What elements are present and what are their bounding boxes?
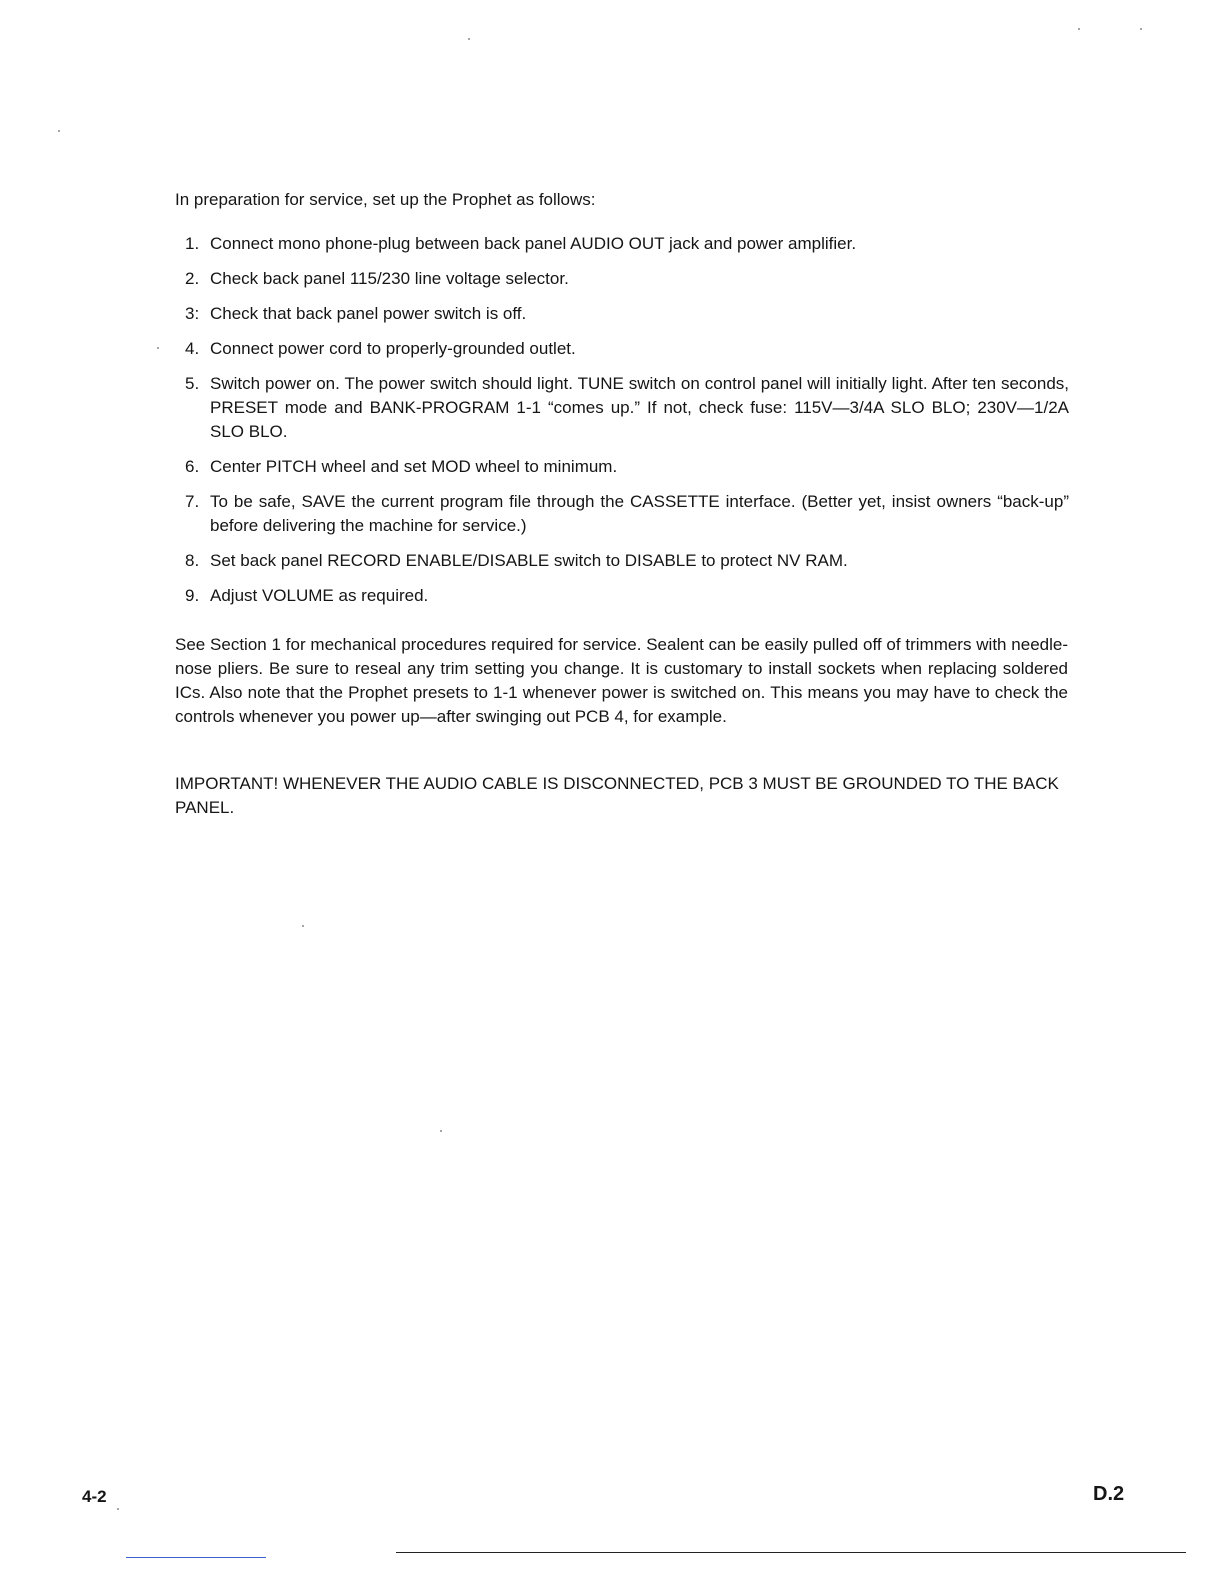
scan-speck: [468, 38, 470, 40]
intro-text: In preparation for service, set up the Prophet as follows:: [175, 190, 596, 209]
page-number-left: 4-2: [82, 1487, 107, 1506]
setup-steps-list: [175, 232, 1069, 619]
step-number: 2.: [185, 269, 200, 288]
important-warning: IMPORTANT! WHENEVER THE AUDIO CABLE IS DISCONNECTED, PCB 3 MUST BE GROUNDED TO THE BACK PANEL.: [175, 774, 1059, 817]
scan-speck: [117, 1508, 119, 1510]
step-text: Center PITCH wheel and set MOD wheel to minimum.: [210, 457, 618, 476]
step-text: Set back panel RECORD ENABLE/DISABLE switch to DISABLE to protect NV RAM.: [210, 551, 848, 570]
page-number-right: D.2: [1093, 1483, 1125, 1505]
step-number: 4.: [185, 339, 200, 358]
step-number: 7.: [185, 492, 200, 511]
setup-step: [175, 267, 1069, 291]
setup-step: [175, 302, 1069, 326]
step-text: Check that back panel power switch is off.: [210, 304, 527, 323]
step-number: 9.: [185, 586, 200, 605]
scan-speck: [1078, 28, 1080, 30]
scan-speck: [440, 1130, 442, 1132]
step-number: 3:: [185, 304, 200, 323]
step-number: 5.: [185, 374, 200, 393]
step-text: Check back panel 115/230 line voltage selector.: [210, 269, 569, 288]
setup-step: [175, 549, 1069, 573]
step-text: Adjust VOLUME as required.: [210, 586, 429, 605]
scan-speck: [302, 925, 304, 927]
footer-link-rule: [126, 1557, 266, 1558]
setup-step: [175, 490, 1069, 538]
scan-speck: [58, 130, 60, 132]
footer-rule: [396, 1552, 1186, 1553]
setup-step: [175, 372, 1069, 444]
step-text: To be safe, SAVE the current program file through the CASSETTE interface. (Better yet, insist owners “back-up” before delivering the machine for service.): [210, 492, 1069, 535]
step-number: 6.: [185, 457, 200, 476]
step-text: Connect mono phone-plug between back panel AUDIO OUT jack and power amplifier.: [210, 234, 857, 253]
setup-step: [175, 337, 1069, 361]
setup-step: [175, 455, 1069, 479]
step-text: Connect power cord to properly-grounded outlet.: [210, 339, 576, 358]
setup-step: [175, 232, 1069, 256]
step-text: Switch power on. The power switch should light. TUNE switch on control panel will initially light. After ten seconds, PRESET mode and BANK-PROGRAM 1-1 “comes up.” If not, check fuse: 115V—3/4A SLO BLO; 230V—1/2A SLO BLO.: [210, 374, 1069, 441]
step-number: 1.: [185, 234, 200, 253]
service-notes-paragraph: See Section 1 for mechanical procedures required for service. Sealent can be easily pulled off of trimmers with needle-nose pliers. Be sure to reseal any trim setting you change. It is customary to install sockets when replacing soldered ICs. Also note that the Prophet presets to 1-1 whenever power is switched on. This means you may have to check the controls whenever you power up—after swinging out PCB 4, for example.: [175, 635, 1068, 726]
scan-speck: [1140, 28, 1142, 30]
step-number: 8.: [185, 551, 200, 570]
setup-step: [175, 584, 1069, 608]
scan-speck: [157, 347, 159, 349]
